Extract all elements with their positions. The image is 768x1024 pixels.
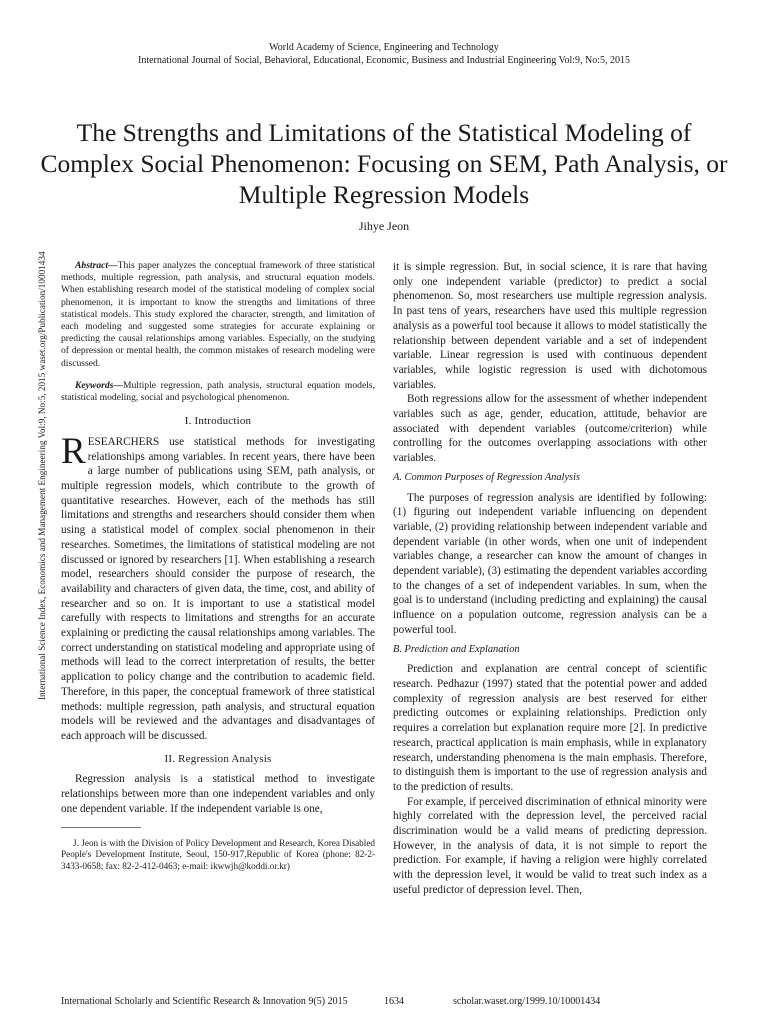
footer-publisher: International Scholarly and Scientific Research & Innovation 9(5) 2015 — [61, 996, 348, 1007]
right-column — [393, 260, 707, 898]
regression-paragraph: Regression analysis is a statistical method to investigate relationships between more than one independent variables and only one dependent variable. If the independent variable is one, — [61, 773, 375, 815]
keywords-text: Multiple regression, path analysis, structural equation models, statistical modeling, social and psychological phenomenon. — [61, 379, 375, 404]
keywords — [61, 380, 375, 404]
right-paragraph-1: it is simple regression. But, in social science, it is rare that having only one independent variable (predictor) to predict a social phenomenon. So, most researchers use multiple regression analysis. In past tens of years, researchers have used this multiple regression analysis as a powerful tool because it allows to model statistically the relationship between dependent variable and a set of independent variable. Linear regression is used with continuous dependent variables, while logistic regression is used with dichotomous variables. — [393, 261, 707, 391]
footer-url[interactable]: scholar.waset.org/1999.10/10001434 — [453, 996, 601, 1007]
section-heading-regression: II. Regression Analysis — [164, 752, 272, 765]
introduction-paragraph — [61, 430, 375, 744]
side-margin-text: International Science Index, Economics and Management Engineering Vol:9, No:5, 2015 waset.org/Publication/10001434 — [37, 251, 47, 700]
subsection-heading-a: A. Common Purposes of Regression Analysis — [393, 471, 581, 483]
journal-header — [0, 41, 768, 67]
right-paragraph-4: Prediction and explanation are central concept of scientific research. Pedhazur (1997) stated that the potential power and added complexity of regression analysis are best reserved for either predicting outcomes or explaining relationships. Prediction only requires a correlation but explanation require more [2]. In predictive research, practical application is main emphasis, while in explanatory research, understanding phenomena is the main emphasis. Therefore, to distinguish them is important to the use of regression analysis and to the prediction of results. — [393, 663, 707, 793]
abstract-text: This paper analyzes the conceptual framework of three statistical methods, multiple regression, path analysis, and structural equation models. When establishing research model of the statistical modeling of complex social phenomenon, it is important to know the strengths and limitations of three statistical models. This study explored the character, strength, and limitation of each modeling and suggested some strategies for accurate explaining or predicting the causal relationships among variables. Especially, on the studying of depression or mental health, the common mistakes of research modeling were discussed. — [61, 260, 375, 369]
abstract-label: Abstract— — [75, 260, 118, 271]
right-paragraph-3: The purposes of regression analysis are identified by following: (1) figuring out independent variable influencing on dependent variable, (2) providing relationship between independent variable and dependent variable (in other words, when one unit of independent variables change, a researcher can know the amount of changes in dependent variable), (3) estimating the dependent variables according to the changes of a set of independent variables. In sum, when the goal is to understand (including predicting and explaining) the causal influence on a population outcome, regression analysis can be a powerful tool. — [393, 491, 707, 636]
footer-page-number: 1634 — [384, 996, 404, 1007]
paper-title: The Strengths and Limitations of the Statistical Modeling of Complex Social Phenomenon: Focusing on SEM, Path Analysis, or Multiple Regression Models — [40, 118, 728, 209]
subsection-heading-b: B. Prediction and Explanation — [393, 643, 520, 655]
keywords-label: Keywords— — [75, 379, 123, 391]
left-column — [61, 260, 375, 872]
right-paragraph-5: For example, if perceived discrimination of ethnical minority were highly correlated with the depression level, the perceived racial discrimination would be a valid means of predicting depression. However, in the analysis of data, it is not simple to report the prediction. For example, if having a religion were highly correlated with the depression level, it would be valid to treat such index as a useful predictor of depression level. Then, — [393, 795, 707, 896]
footnote-rule — [61, 827, 141, 828]
section-heading-introduction: I. Introduction — [184, 415, 252, 428]
journal-header-line2: International Journal of Social, Behavioral, Educational, Economic, Business and Industrial Engineering Vol:9, No:5, 2015 — [137, 55, 631, 66]
introduction-text: ESEARCHERS use statistical methods for investigating relationships among variables. In recent years, there have been a large number of publications using SEM, path analysis, or multiple regression models, which contribute to the growth of quantitative researches. However, each of the methods has still limitations and strengths and researchers should consider them when using a statistical model of complex social phenomenon in their researches. Sometimes, the limitations of statistical modeling are not discussed or ignored by researchers [1]. When establishing a research model, researchers should consider the purpose of research, the availability and characters of given data, the time, cost, and ability of researcher and so on. It is important to use a statistical model carefully with respects to limitations and strengths for an accurate explaining or predicting the causal relationships among variables. The correct understanding on statistical modeling and appropriate using of methods will lead to the correct interpretation of results, the better application to policy change and the contribution to academic field. Therefore, in this paper, the conceptual framework of three statistical methods: multiple regression, path analysis, and structural equation models will be reviewed and the advantages and disadvantages of each approach will be discussed. — [61, 435, 375, 742]
author-footnote: J. Jeon is with the Division of Policy Development and Research, Korea Disabled People's Development Institute, Seoul, 150-917,Republic of Korea (phone: 82-2-3433-0658; fax: 82-2-412-0463; e-mail: ikwwjh@koddi.or.kr) — [61, 837, 375, 871]
drop-cap: R — [61, 430, 86, 472]
author-name: Jihye Jeon — [358, 219, 410, 233]
abstract — [61, 260, 375, 370]
right-paragraph-2: Both regressions allow for the assessment of whether independent variables such as age, gender, education, attitude, behavior are associated with dependent variables (outcome/criterion) while controlling for the outcomes overlapping associations with other variables. — [393, 393, 707, 465]
journal-header-line1: World Academy of Science, Engineering and Technology — [269, 42, 499, 53]
